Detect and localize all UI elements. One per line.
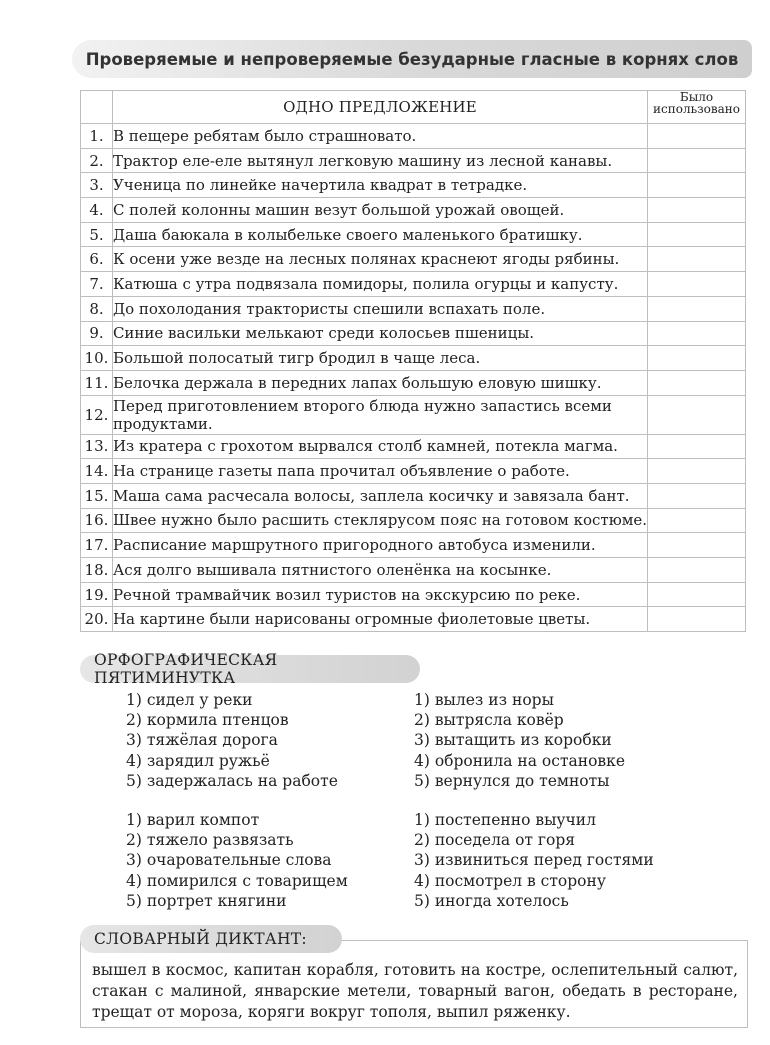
table-row — [81, 459, 746, 484]
table-row — [81, 395, 746, 434]
row-sentence: Швее нужно было расшить стеклярусом пояс на готовом костюме. — [112, 508, 647, 533]
table-header-row — [81, 91, 746, 124]
row-number: 3. — [81, 173, 113, 198]
row-used-cell[interactable] — [648, 173, 746, 198]
row-number: 17. — [81, 533, 113, 558]
row-used-cell[interactable] — [648, 222, 746, 247]
row-used-cell[interactable] — [648, 558, 746, 583]
word-list-col3 — [126, 810, 348, 911]
dictation-text: вышел в космос, капитан корабля, готовить на костре, ослепительный салют, стакан с малиной, январские метели, товарный вагон, обедать в ресторане, трещат от мороза, коряги вокруг тополя, выпил ряженку. — [92, 961, 738, 1021]
row-used-cell[interactable] — [648, 247, 746, 272]
word-list-item: 1) сидел у реки — [126, 691, 253, 709]
row-used-cell[interactable] — [648, 124, 746, 149]
row-used-cell[interactable] — [648, 321, 746, 346]
row-sentence: Речной трамвайчик возил туристов на экскурсию по реке. — [112, 582, 647, 607]
row-sentence: До похолодания трактористы спешили вспахать поле. — [112, 296, 647, 321]
row-sentence: На странице газеты папа прочитал объявление о работе. — [112, 459, 647, 484]
page-title: Проверяемые и непроверяемые безударные гласные в корнях слов — [72, 40, 752, 78]
table-row — [81, 434, 746, 459]
row-sentence: Большой полосатый тигр бродил в чаще леса. — [112, 346, 647, 371]
five-minute-heading: ОРФОГРАФИЧЕСКАЯ ПЯТИМИНУТКА — [80, 655, 420, 683]
row-number: 14. — [81, 459, 113, 484]
word-list-item: 1) постепенно выучил — [414, 811, 596, 829]
row-used-cell[interactable] — [648, 148, 746, 173]
table-row — [81, 321, 746, 346]
used-header: Было использовано — [648, 91, 746, 124]
table-row — [81, 198, 746, 223]
row-sentence: На картине были нарисованы огромные фиолетовые цветы. — [112, 607, 647, 632]
row-number: 6. — [81, 247, 113, 272]
row-used-cell[interactable] — [648, 296, 746, 321]
word-list-item: 1) вылез из норы — [414, 691, 554, 709]
sentence-header: ОДНО ПРЕДЛОЖЕНИЕ — [112, 91, 647, 124]
word-list-item: 4) помирился с товарищем — [126, 871, 348, 890]
row-number: 4. — [81, 198, 113, 223]
word-list-item: 3) вытащить из коробки — [414, 731, 612, 750]
row-used-cell[interactable] — [648, 198, 746, 223]
word-list-item: 2) поседела от горя — [414, 831, 576, 850]
table-row — [81, 272, 746, 297]
sentences-table — [80, 90, 746, 632]
table-row — [81, 173, 746, 198]
row-number: 13. — [81, 434, 113, 459]
row-number: 9. — [81, 321, 113, 346]
word-list-item: 4) обронила на остановке — [414, 751, 626, 770]
word-list-item: 5) портрет княгини — [126, 891, 287, 910]
row-number: 1. — [81, 124, 113, 149]
word-list-item: 2) тяжело развязать — [126, 831, 294, 850]
word-list-item: 3) тяжёлая дорога — [126, 731, 278, 750]
row-sentence: Ася долго вышивала пятнистого оленёнка на косынке. — [112, 558, 647, 583]
word-list-item: 3) очаровательные слова — [126, 851, 332, 870]
word-list-item: 4) посмотрел в сторону — [414, 871, 606, 890]
word-list-col2 — [414, 690, 625, 791]
row-used-cell[interactable] — [648, 370, 746, 395]
word-list-item: 3) извиниться перед гостями — [414, 851, 654, 870]
row-number: 12. — [81, 395, 113, 434]
row-sentence: С полей колонны машин везут большой урожай овощей. — [112, 198, 647, 223]
dictation-heading: СЛОВАРНЫЙ ДИКТАНТ: — [80, 925, 342, 953]
row-sentence: В пещере ребятам было страшновато. — [112, 124, 647, 149]
row-used-cell[interactable] — [648, 582, 746, 607]
row-used-cell[interactable] — [648, 459, 746, 484]
word-list-item: 5) задержалась на работе — [126, 771, 338, 790]
row-sentence: К осени уже везде на лесных полянах краснеют ягоды рябины. — [112, 247, 647, 272]
row-number: 10. — [81, 346, 113, 371]
row-number: 15. — [81, 483, 113, 508]
word-list-item: 1) варил компот — [126, 811, 260, 829]
table-row — [81, 370, 746, 395]
row-used-cell[interactable] — [648, 395, 746, 434]
word-list-col1 — [126, 690, 338, 791]
row-used-cell[interactable] — [648, 533, 746, 558]
row-sentence: Перед приготовлением второго блюда нужно запастись всеми продуктами. — [112, 395, 647, 434]
table-row — [81, 533, 746, 558]
word-list-item: 5) иногда хотелось — [414, 891, 569, 910]
word-list-item: 2) кормила птенцов — [126, 711, 289, 730]
row-used-cell[interactable] — [648, 346, 746, 371]
row-used-cell[interactable] — [648, 434, 746, 459]
row-sentence: Маша сама расчесала волосы, заплела косичку и завязала бант. — [112, 483, 647, 508]
row-sentence: Даша баюкала в колыбельке своего маленького братишку. — [112, 222, 647, 247]
row-sentence: Синие васильки мелькают среди колосьев пшеницы. — [112, 321, 647, 346]
row-sentence: Катюша с утра подвязала помидоры, полила огурцы и капусту. — [112, 272, 647, 297]
row-number: 2. — [81, 148, 113, 173]
row-used-cell[interactable] — [648, 483, 746, 508]
word-list-col4 — [414, 810, 654, 911]
word-list-item: 5) вернулся до темноты — [414, 771, 610, 790]
table-row — [81, 483, 746, 508]
row-used-cell[interactable] — [648, 607, 746, 632]
table-row — [81, 558, 746, 583]
row-number: 7. — [81, 272, 113, 297]
row-used-cell[interactable] — [648, 508, 746, 533]
table-row — [81, 247, 746, 272]
word-list-item: 2) вытрясла ковёр — [414, 711, 564, 730]
row-number: 16. — [81, 508, 113, 533]
row-sentence: Трактор еле-еле вытянул легковую машину из лесной канавы. — [112, 148, 647, 173]
row-number: 8. — [81, 296, 113, 321]
row-sentence: Из кратера с грохотом вырвался столб камней, потекла магма. — [112, 434, 647, 459]
table-row — [81, 607, 746, 632]
table-row — [81, 508, 746, 533]
row-used-cell[interactable] — [648, 272, 746, 297]
row-sentence: Белочка держала в передних лапах большую еловую шишку. — [112, 370, 647, 395]
row-sentence: Расписание маршрутного пригородного автобуса изменили. — [112, 533, 647, 558]
row-sentence: Ученица по линейке начертила квадрат в тетрадке. — [112, 173, 647, 198]
table-row — [81, 148, 746, 173]
row-number: 5. — [81, 222, 113, 247]
row-number: 20. — [81, 607, 113, 632]
number-header — [81, 91, 113, 124]
row-number: 18. — [81, 558, 113, 583]
row-number: 11. — [81, 370, 113, 395]
table-row — [81, 346, 746, 371]
row-number: 19. — [81, 582, 113, 607]
table-row — [81, 124, 746, 149]
table-row — [81, 582, 746, 607]
table-row — [81, 222, 746, 247]
word-list-item: 4) зарядил ружьё — [126, 751, 270, 770]
table-row — [81, 296, 746, 321]
